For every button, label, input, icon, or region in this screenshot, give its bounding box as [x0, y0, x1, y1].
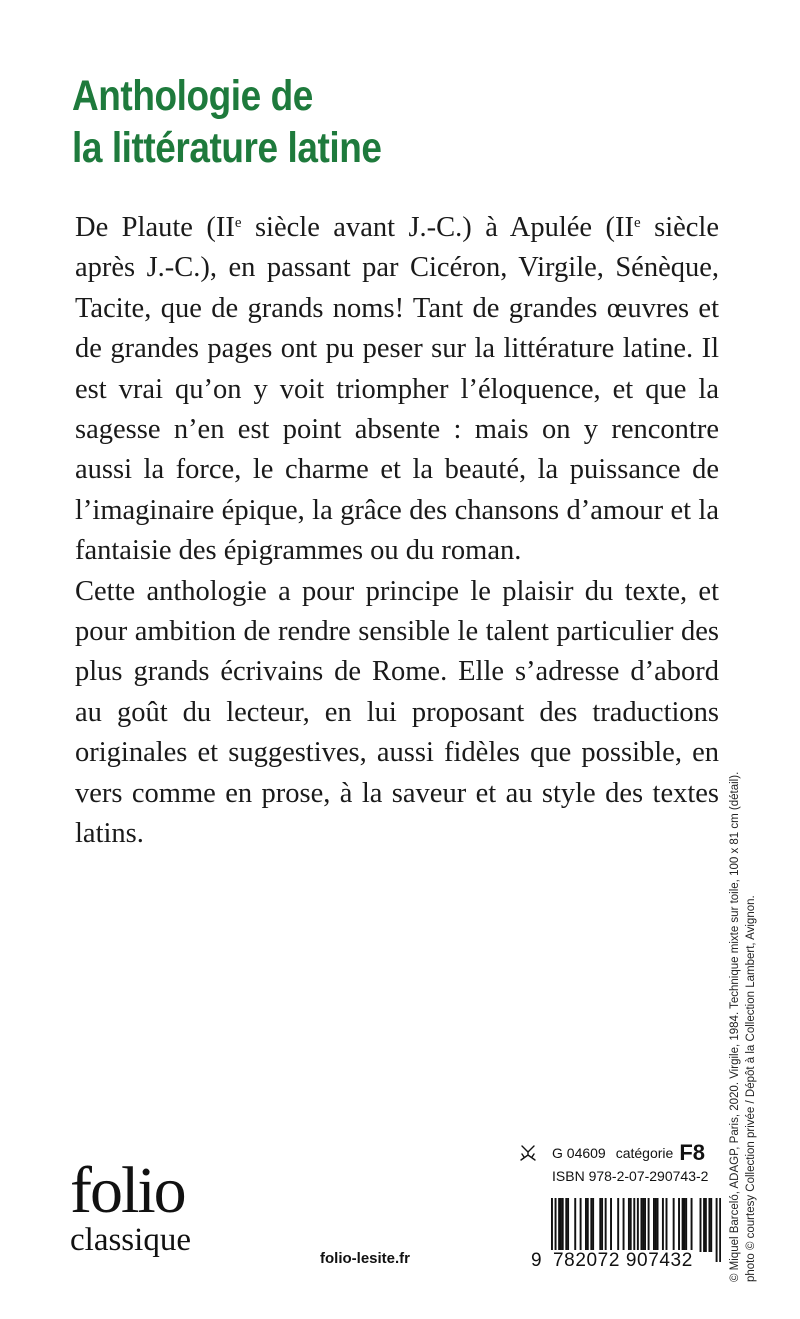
barcode-bar	[617, 1198, 619, 1252]
barcode-bar	[710, 1198, 712, 1252]
cover-image-credit	[727, 702, 759, 1282]
description-text-segment: siècle après J.-C.), en passant par Cicéron, Virgile, Sénèque, Tacite, que de grands noms! Tant de grandes œuvres et de grandes pages ont pu peser sur la littérature latine. Il est vrai qu’on y voit triompher l’éloquence, et que la sagesse n’en est point absente : mais on y rencontre aussi la force, le charme et la beauté, la puissance de l’imaginaire épique, la grâce des chansons d’amour et la fantaisie des épigrammes ou du roman.	[75, 212, 719, 567]
barcode-first-digit: 9	[531, 1250, 542, 1271]
description-paragraph-2: Cette anthologie a pour principe le plaisir du texte, et pour ambition de rendre sensible le talent particulier des plus grands écrivains de Rome. Elle s’adresse d’abord au goût du lecteur, en lui proposant des traductions originales et suggestives, aussi fidèles que possible, en vers comme en prose, à la saveur et au style des textes latins.	[75, 575, 719, 850]
description-paragraph-1	[75, 208, 719, 572]
catalog-line	[518, 1140, 718, 1166]
barcode-bar	[691, 1198, 693, 1252]
barcode-bar	[678, 1198, 680, 1252]
barcode-bar	[685, 1198, 687, 1252]
logo-classique-text: classique	[70, 1222, 191, 1258]
barcode-bar	[640, 1198, 642, 1252]
website-link[interactable]: folio-lesite.fr	[320, 1250, 411, 1267]
folio-classique-logo	[70, 1154, 191, 1258]
barcode-bar	[623, 1198, 625, 1252]
publisher-logo-icon	[518, 1143, 538, 1163]
barcode-bar	[567, 1198, 569, 1252]
barcode-bar	[610, 1198, 612, 1252]
barcode-bar	[565, 1198, 567, 1252]
barcode-bar	[574, 1198, 576, 1252]
title-line-1: Anthologie de	[72, 72, 313, 120]
barcode-bar	[716, 1198, 718, 1262]
barcode-bar	[705, 1198, 707, 1252]
barcode-bar	[703, 1198, 705, 1252]
barcode-bar	[592, 1198, 594, 1252]
credit-line-2: photo © courtesy Collection privée / Dépôt à la Collection Lambert, Avignon.	[745, 895, 757, 1282]
barcode-bar	[673, 1198, 675, 1252]
ean-barcode	[531, 1198, 721, 1278]
superscript-e: e	[234, 215, 242, 231]
barcode-bar	[708, 1198, 710, 1252]
barcode-bar	[648, 1198, 650, 1252]
category-value: F8	[679, 1140, 705, 1165]
barcode-bar	[682, 1198, 684, 1252]
catalog-codes	[518, 1140, 718, 1184]
description-text-segment: De Plaute (II	[75, 212, 235, 243]
barcode-bar	[642, 1198, 644, 1252]
barcode-bar	[683, 1198, 685, 1252]
barcode-bar	[657, 1198, 659, 1252]
barcode-bar	[666, 1198, 668, 1252]
barcode-bar	[628, 1198, 630, 1252]
title-line-2: la littérature latine	[72, 124, 382, 172]
barcode-bar	[719, 1198, 721, 1262]
description-text-segment: siècle avant J.-C.) à Apulée (II	[241, 212, 634, 243]
barcode-bar	[700, 1198, 702, 1252]
barcode-bar	[585, 1198, 587, 1252]
barcode-bar	[662, 1198, 664, 1252]
credit-line-1: © Miquel Barceló, ADAGP, Paris, 2020. Virgile, 1984. Technique mixte sur toile, 100 x 81 cm (détail).	[729, 771, 741, 1282]
barcode-bar	[601, 1198, 603, 1252]
g-code: G 04609	[552, 1145, 606, 1161]
barcode-bar	[605, 1198, 607, 1252]
barcode-bar	[644, 1198, 646, 1252]
barcode-number: 782072 907432	[553, 1250, 693, 1271]
book-title	[72, 70, 382, 174]
barcode-bar	[599, 1198, 601, 1252]
back-cover-description	[75, 208, 719, 855]
barcode-bar	[630, 1198, 632, 1252]
logo-folio-text: folio	[70, 1154, 185, 1227]
isbn: ISBN 978-2-07-290743-2	[552, 1168, 709, 1184]
barcode-bar	[587, 1198, 589, 1252]
barcode-bar	[590, 1198, 592, 1252]
barcode-bar	[560, 1198, 562, 1252]
category-label: catégorie	[615, 1145, 674, 1161]
barcode-bar	[558, 1198, 560, 1252]
barcode-bar	[653, 1198, 655, 1252]
barcode-bar	[655, 1198, 657, 1252]
barcode-bar	[562, 1198, 564, 1252]
barcode-bar	[580, 1198, 582, 1252]
superscript-e: e	[633, 215, 641, 231]
